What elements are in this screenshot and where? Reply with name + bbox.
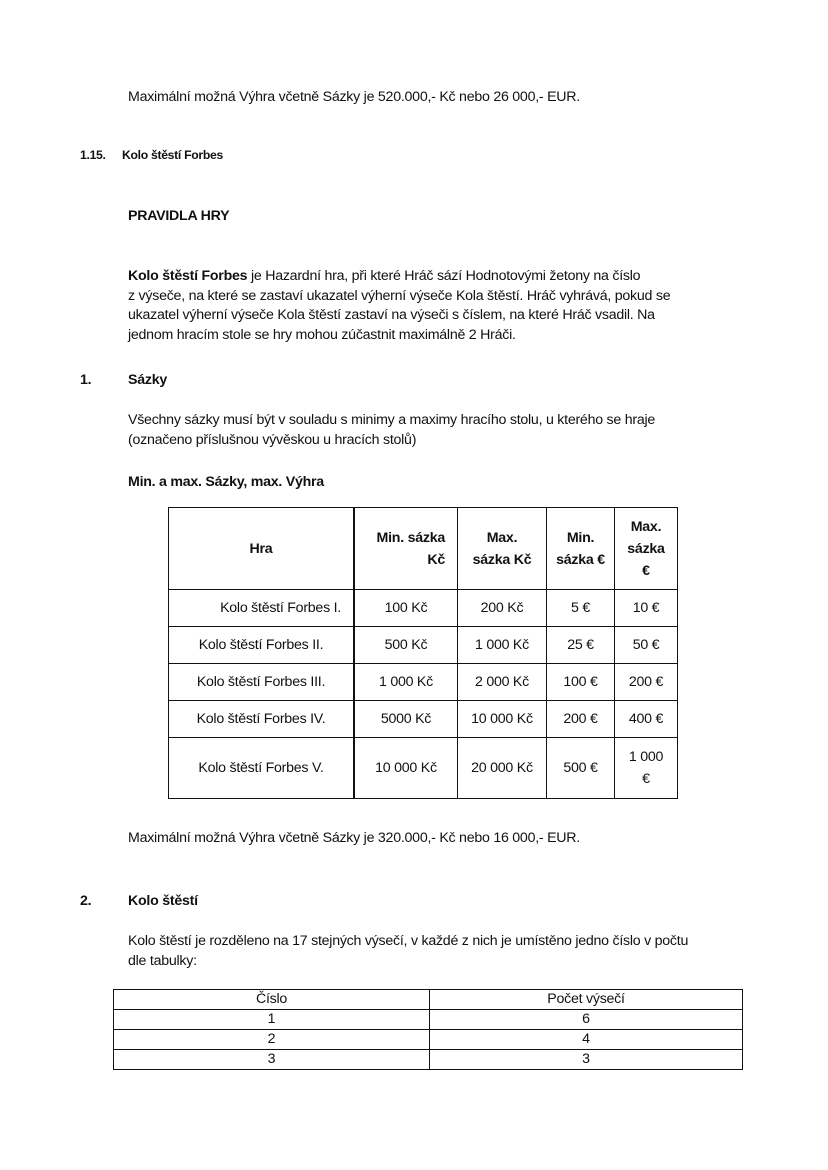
cell-min-czk: 10 000 Kč	[354, 738, 458, 799]
cell-min-eur: 5 €	[547, 590, 615, 627]
cell-max-eur: 50 €	[615, 627, 678, 664]
wheel-section-title: Kolo štěstí	[128, 893, 198, 909]
intro-line-1	[128, 266, 670, 286]
cell-max-eur: 10 €	[615, 590, 678, 627]
wheel-paragraph-line-2: dle tabulky:	[128, 952, 197, 969]
cell-max-eur	[615, 738, 678, 799]
section-number: 1.15.	[80, 148, 106, 162]
table-row	[169, 664, 678, 701]
cell-game: Kolo štěstí Forbes IV.	[169, 701, 355, 738]
wheel-segments-table	[113, 989, 743, 1070]
header-max-czk-line-2: sázka Kč	[472, 551, 532, 568]
header-max-czk	[458, 508, 547, 590]
table-row	[169, 701, 678, 738]
intro-bold-lead: Kolo štěstí Forbes	[128, 268, 248, 284]
header-max-eur-line-3: €	[642, 562, 650, 579]
cell-game: Kolo štěstí Forbes II.	[169, 627, 355, 664]
cell-segment-count: 4	[430, 1030, 743, 1050]
max-win-line: Maximální možná Výhra včetně Sázky je 320.000,- Kč nebo 16 000,- EUR.	[128, 830, 580, 846]
header-max-eur-line-2: sázka	[627, 540, 665, 557]
wheel-paragraph	[128, 931, 688, 970]
header-min-eur-line-1: Min.	[566, 529, 595, 546]
header-max-eur-line-1: Max.	[630, 518, 662, 535]
cell-max-czk: 1 000 Kč	[458, 627, 547, 664]
header-min-eur	[547, 508, 615, 590]
header-min-czk	[354, 508, 458, 590]
table-header-row	[114, 990, 743, 1010]
cell-game: Kolo štěstí Forbes I.	[169, 590, 355, 627]
bets-paragraph	[128, 410, 655, 449]
bets-table-caption: Min. a max. Sázky, max. Výhra	[128, 474, 324, 490]
header-min-eur-line-2: sázka €	[556, 551, 605, 568]
header-max-eur	[615, 508, 678, 590]
wheel-paragraph-line-1: Kolo štěstí je rozděleno na 17 stejných výsečí, v každé z nich je umístěno jedno číslo v počtu	[128, 933, 689, 949]
cell-min-czk: 5000 Kč	[354, 701, 458, 738]
wheel-section-number: 2.	[80, 893, 92, 909]
bets-section-title: Sázky	[128, 372, 167, 388]
cell-game: Kolo štěstí Forbes III.	[169, 664, 355, 701]
header-game: Hra	[169, 508, 355, 590]
cell-max-eur-line-1: 1 000	[628, 749, 664, 765]
cell-min-eur: 200 €	[547, 701, 615, 738]
cell-number: 2	[114, 1030, 430, 1050]
cell-min-eur: 25 €	[547, 627, 615, 664]
cell-max-czk: 10 000 Kč	[458, 701, 547, 738]
cell-segment-count: 3	[430, 1050, 743, 1070]
cell-min-czk: 1 000 Kč	[354, 664, 458, 701]
cell-max-eur: 400 €	[615, 701, 678, 738]
cell-game: Kolo štěstí Forbes V.	[169, 738, 355, 799]
table-header-row	[169, 508, 678, 590]
bets-paragraph-line-2: (označeno příslušnou vývěskou u hracích stolů)	[128, 431, 417, 448]
cell-max-eur: 200 €	[615, 664, 678, 701]
header-max-czk-line-1: Max.	[486, 529, 518, 546]
section-title: Kolo štěstí Forbes	[122, 148, 223, 162]
intro-line-1-rest: je Hazardní hra, při které Hráč sází Hodnotovými žetony na číslo	[247, 268, 641, 284]
cell-number: 1	[114, 1010, 430, 1030]
intro-line-4: jednom hracím stole se hry mohou zúčastnit maximálně 2 Hráči.	[128, 326, 516, 343]
bets-paragraph-line-1: Všechny sázky musí být v souladu s minimy a maximy hracího stolu, u kterého se hraje	[128, 412, 656, 428]
cell-min-czk: 100 Kč	[354, 590, 458, 627]
cell-min-czk: 500 Kč	[354, 627, 458, 664]
bets-section-number: 1.	[80, 372, 92, 388]
table-row	[114, 1050, 743, 1070]
table-row	[114, 1010, 743, 1030]
intro-paragraph	[128, 266, 670, 344]
header-min-czk-line-2: Kč	[427, 551, 445, 568]
max-win-line-previous: Maximální možná Výhra včetně Sázky je 520.000,- Kč nebo 26 000,- EUR.	[128, 89, 580, 105]
header-min-czk-line-1: Min. sázka	[376, 529, 445, 546]
table-row	[169, 738, 678, 799]
cell-max-czk: 200 Kč	[458, 590, 547, 627]
table-row	[169, 590, 678, 627]
cell-max-czk: 20 000 Kč	[458, 738, 547, 799]
header-number: Číslo	[114, 990, 430, 1010]
cell-max-czk: 2 000 Kč	[458, 664, 547, 701]
cell-number: 3	[114, 1050, 430, 1070]
cell-min-eur: 100 €	[547, 664, 615, 701]
table-row	[169, 627, 678, 664]
cell-min-eur: 500 €	[547, 738, 615, 799]
cell-max-eur-line-2: €	[642, 771, 650, 787]
header-segment-count: Počet výsečí	[430, 990, 743, 1010]
cell-segment-count: 6	[430, 1010, 743, 1030]
table-row	[114, 1030, 743, 1050]
bets-limits-table	[168, 507, 678, 799]
intro-line-2: z výseče, na které se zastaví ukazatel výherní výseče Kola štěstí. Hráč vyhrává, pokud se	[128, 287, 671, 304]
intro-line-3: ukazatel výherní výseče Kola štěstí zastaví na výseči s číslem, na které Hráč vsadil. Na	[128, 307, 655, 323]
rules-heading: PRAVIDLA HRY	[128, 208, 230, 224]
